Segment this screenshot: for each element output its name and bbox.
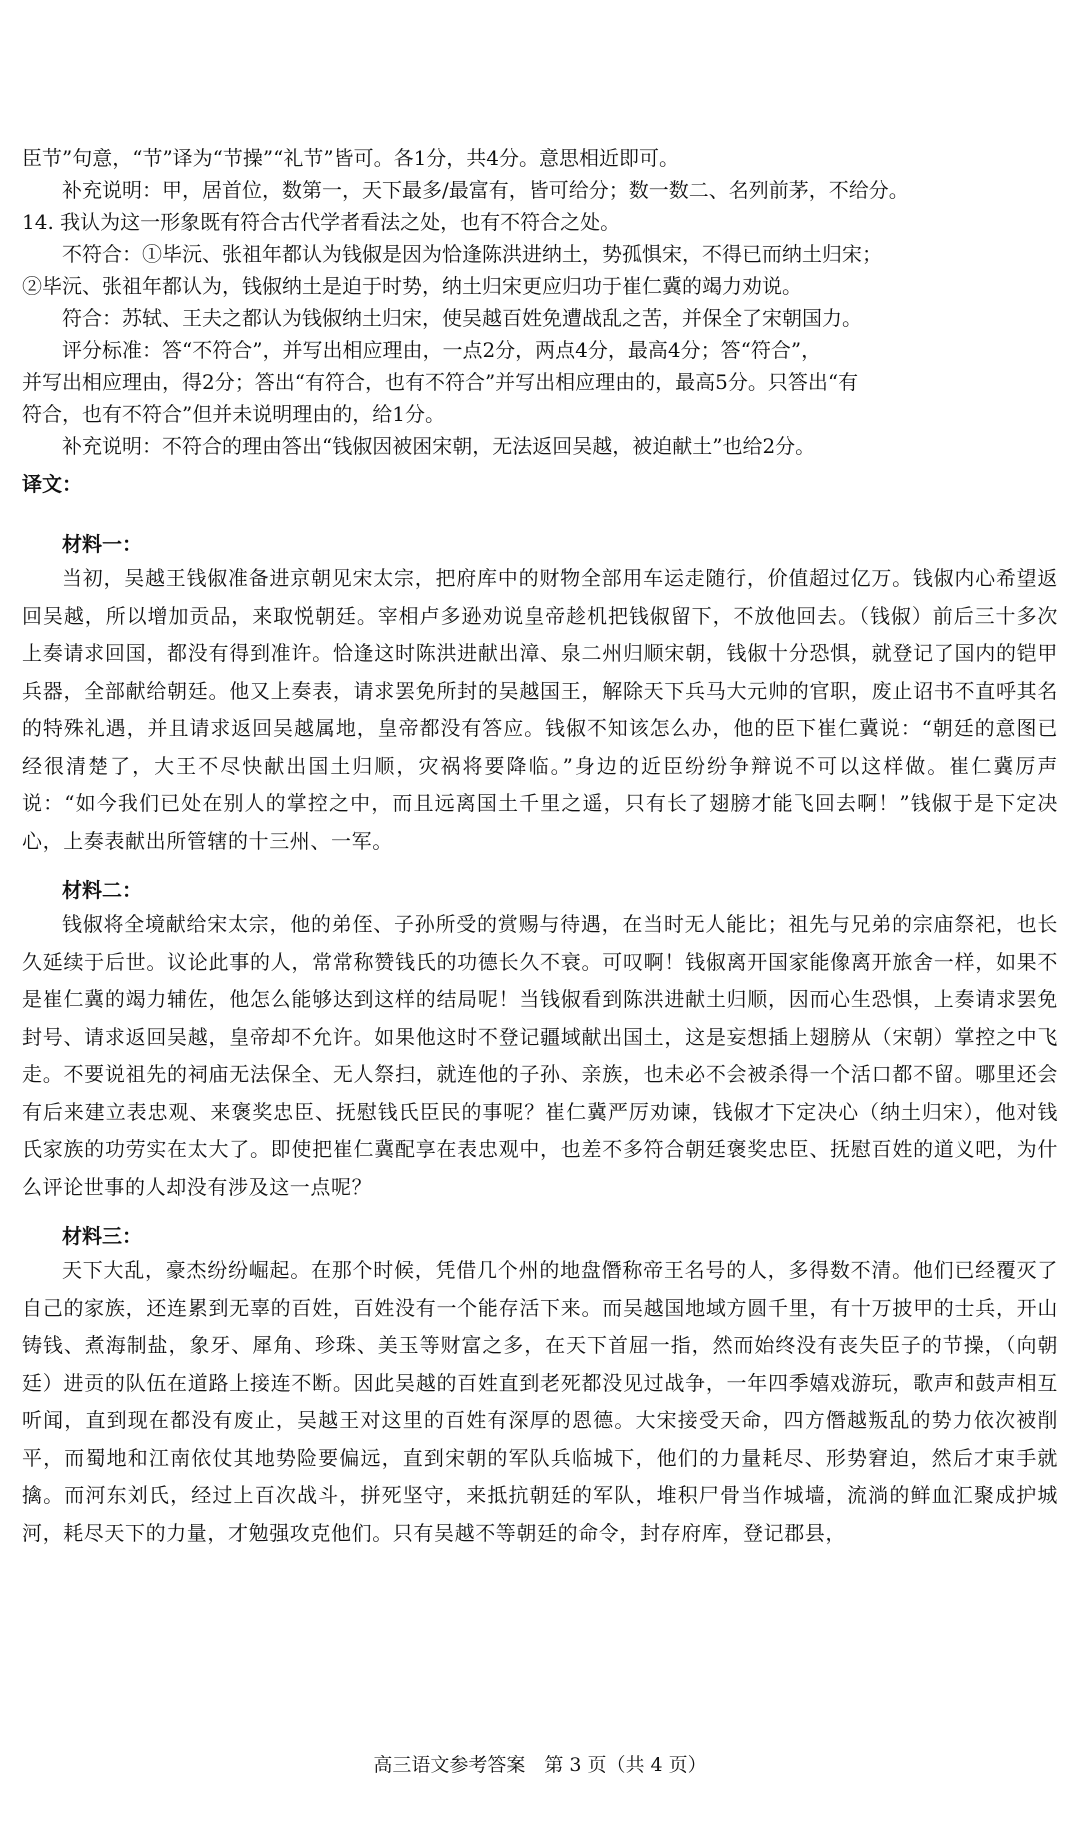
material-1-text: 当初，吴越王钱俶准备进京朝见宋太宗，把府库中的财物全部用车运走随行，价值超过亿万。钱俶内心希望返回吴越，所以增加贡品，来取悦朝廷。宰相卢多逊劝说皇帝趁机把钱俶留下，不放他回去。（钱俶）前后三十多次上奏请求回国，都没有得到准许。恰逢这时陈洪进献出漳、泉二州归顺宋朝，钱俶十分恐惧，就登记了国内的铠甲兵器，全部献给朝廷。他又上奏表，请求罢免所封的吴越国王，解除天下兵马大元帅的官职，废止诏书不直呼其名的特殊礼遇，并且请求返回吴越属地，皇帝都没有答应。钱俶不知该怎么办，他的臣下崔仁冀说：“朝廷的意图已经很清楚了，大王不尽快献出国土归顺，灾祸将要降临。”身边的近臣纷纷争辩说不可以这样做。崔仁冀厉声说：“如今我们已处在别人的掌控之中，而且远离国土千里之遥，只有长了翅膀才能飞回去啊！”钱俶于是下定决心，上奏表献出所管辖的十三州、一军。 [22, 566, 1058, 853]
q14-supplement-line: 补充说明：不符合的理由答出“钱俶因被困宋朝，无法返回吴越，被迫献土”也给2分。 [62, 434, 816, 458]
answer-supplement-line: 补充说明：甲，居首位，数第一，天下最多/最富有，皆可给分；数一数二、名列前茅，不给分。 [62, 178, 909, 202]
q14-scoring-line-1: 评分标准：答“不符合”，并写出相应理由，一点2分，两点4分，最高4分；答“符合”， [62, 338, 822, 362]
material-3-title: 材料三： [62, 1224, 142, 1248]
material-1-title: 材料一： [62, 532, 142, 556]
answer-line-1: 臣节”句意，“节”译为“节操”“礼节”皆可。各1分，共4分。意思相近即可。 [22, 146, 680, 170]
q14-nonmatch-line-1: 不符合：①毕沅、张祖年都认为钱俶是因为恰逢陈洪进纳土，势孤惧宋，不得已而纳土归宋； [62, 242, 882, 266]
q14-nonmatch-line-2: ②毕沅、张祖年都认为，钱俶纳土是迫于时势，纳土归宋更应归功于崔仁冀的竭力劝说。 [22, 274, 802, 298]
material-3-text: 天下大乱，豪杰纷纷崛起。在那个时候，凭借几个州的地盘僭称帝王名号的人，多得数不清。他们已经覆灭了自己的家族，还连累到无辜的百姓，百姓没有一个能存活下来。而吴越国地域方圆千里，有十万披甲的士兵，开山铸钱、煮海制盐，象牙、犀角、珍珠、美玉等财富之多，在天下首屈一指，然而始终没有丧失臣子的节操，（向朝廷）进贡的队伍在道路上接连不断。因此吴越的百姓直到老死都没见过战争，一年四季嬉戏游玩，歌声和鼓声相互听闻，直到现在都没有废止，吴越王对这里的百姓有深厚的恩德。大宋接受天命，四方僭越叛乱的势力依次被削平，而蜀地和江南依仗其地势险要偏远，直到宋朝的军队兵临城下，他们的力量耗尽、形势窘迫，然后才束手就擒。而河东刘氏，经过上百次战斗，拼死坚守，来抵抗朝廷的军队，堆积尸骨当作城墙，流淌的鲜血汇聚成护城河，耗尽天下的力量，才勉强攻克他们。只有吴越不等朝廷的命令，封存府库，登记郡县， [22, 1258, 1058, 1545]
q14-scoring-line-3: 符合，也有不符合”但并未说明理由的，给1分。 [22, 402, 445, 426]
translation-body [22, 518, 1058, 1552]
q14-scoring-line-2: 并写出相应理由，得2分；答出“有符合，也有不符合”并写出相应理由的，最高5分。只答出“有 [22, 370, 859, 394]
answer-section [22, 142, 1058, 500]
q14-match-line: 符合：苏轼、王夫之都认为钱俶纳土归宋，使吴越百姓免遭战乱之苦，并保全了宋朝国力。 [62, 306, 862, 330]
translation-heading: 译文： [22, 472, 82, 496]
question-14-answer: 14. 我认为这一形象既有符合古代学者看法之处，也有不符合之处。 [22, 210, 621, 234]
material-2-text: 钱俶将全境献给宋太宗，他的弟侄、子孙所受的赏赐与待遇，在当时无人能比；祖先与兄弟的宗庙祭祀，也长久延续于后世。议论此事的人，常常称赞钱氏的功德长久不衰。可叹啊！钱俶离开国家能像离开旅舍一样，如果不是崔仁冀的竭力辅佐，他怎么能够达到这样的结局呢！当钱俶看到陈洪进献土归顺，因而心生恐惧，上奏请求罢免封号、请求返回吴越，皇帝却不允许。如果他这时不登记疆域献出国土，这是妄想插上翅膀从（宋朝）掌控之中飞走。不要说祖先的祠庙无法保全、无人祭扫，就连他的子孙、亲族，也未必不会被杀得一个活口都不留。哪里还会有后来建立表忠观、来褒奖忠臣、抚慰钱氏臣民的事呢？崔仁冀严厉劝谏，钱俶才下定决心（纳土归宋），他对钱氏家族的功劳实在太大了。即使把崔仁冀配享在表忠观中，也差不多符合朝廷褒奖忠臣、抚慰百姓的道义吧，为什么评论世事的人却没有涉及这一点呢？ [22, 912, 1058, 1199]
material-2-title: 材料二： [62, 878, 142, 902]
page-footer: 高三语文参考答案 第 3 页（共 4 页） [373, 1754, 707, 1776]
